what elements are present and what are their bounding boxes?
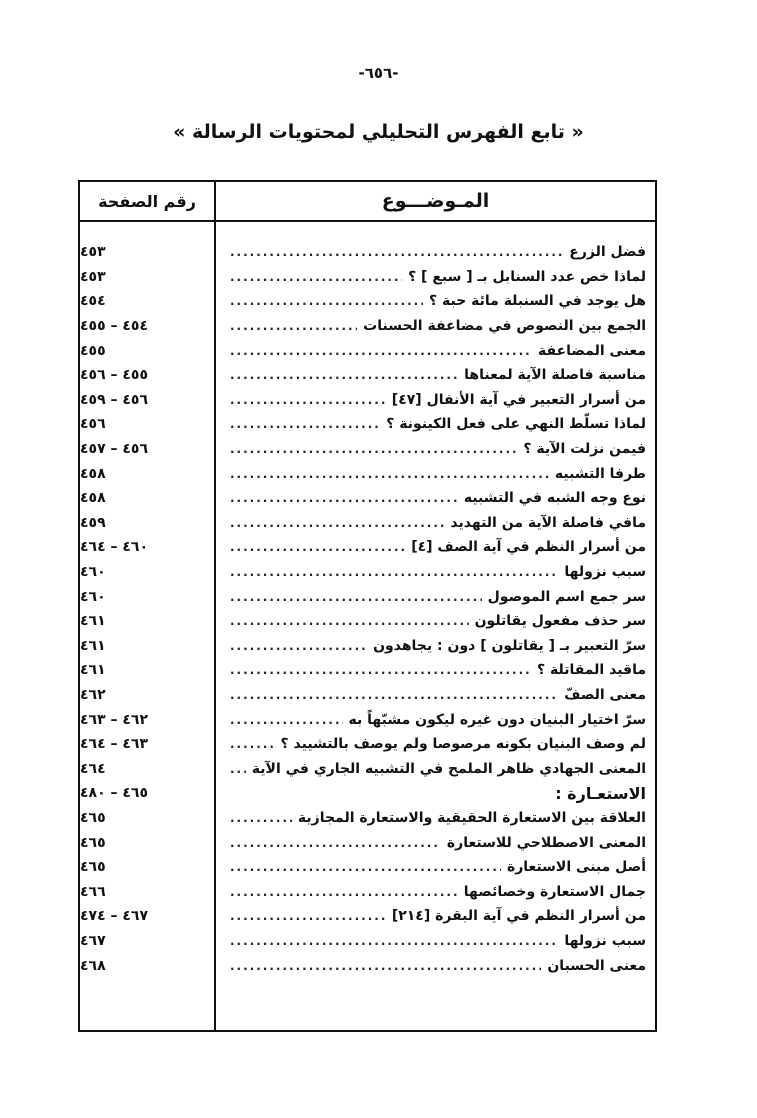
row-topic: [230, 953, 646, 978]
topic-text: نوع وجه الشبه في التشبيه: [463, 490, 646, 507]
table-body: [80, 240, 655, 978]
topic-text: أصل مبنى الاستعارة: [506, 859, 646, 876]
table-row: [80, 855, 655, 880]
table-row: [80, 830, 655, 855]
row-page-number: ٤٦٤: [80, 760, 106, 777]
row-page-number: ٤٦١: [80, 613, 106, 630]
dot-leader: [230, 344, 532, 358]
table-row: [80, 265, 655, 290]
dot-leader: [230, 442, 517, 456]
table-row: [80, 314, 655, 339]
row-topic: [230, 486, 646, 511]
row-topic: [230, 683, 646, 708]
row-topic: [230, 388, 646, 413]
dot-leader: [230, 565, 558, 579]
table-row: [80, 437, 655, 462]
dot-leader: [230, 909, 386, 923]
table-row: [80, 953, 655, 978]
dot-leader: [230, 614, 469, 628]
row-topic: [230, 535, 646, 560]
row-topic: [230, 609, 646, 634]
topic-text: من أسرار النظم في آية البقرة [٢١٤]: [391, 908, 646, 925]
row-page-number: ٤٦٥ – ٤٨٠: [80, 785, 149, 802]
row-page-number: ٤٦١: [80, 662, 106, 679]
topic-text: معنى المضاعفة: [538, 342, 646, 359]
topic-text: سرّ اختيار البنيان دون غيره ليكون مشبّهاً به: [348, 711, 646, 728]
dot-leader: [230, 836, 441, 850]
topic-text: من أسرار التعبير في آية الأنفال [٤٧]: [391, 391, 646, 408]
row-page-number: ٤٦٧: [80, 932, 106, 949]
row-topic: [230, 855, 646, 880]
row-page-number: ٤٦٧ – ٤٧٤: [80, 908, 149, 925]
topic-text: المعنى الجهادي ظاهر الملمح في التشبيه الجاري في الآية: [251, 760, 646, 777]
dot-leader: [230, 811, 292, 825]
topic-text: هل يوجد في السنبلة مائة حبة ؟: [428, 293, 646, 310]
row-topic: [230, 461, 646, 486]
row-topic: [230, 756, 646, 781]
table-row: [80, 879, 655, 904]
row-page-number: ٤٥٤: [80, 293, 106, 310]
topic-text: سبب نزولها: [564, 564, 646, 581]
table-row: [80, 756, 655, 781]
row-topic: [230, 511, 646, 536]
row-page-number: ٤٥٥ – ٤٥٦: [80, 367, 149, 384]
row-page-number: ٤٦٦: [80, 883, 106, 900]
topic-text: الاستعـارة :: [555, 783, 646, 803]
table-row: [80, 511, 655, 536]
page-title: « تابع الفهرس التحليلي لمحتويات الرسالة »: [173, 121, 584, 143]
topic-text: سبب نزولها: [564, 932, 646, 949]
row-topic: [230, 584, 646, 609]
row-page-number: ٤٦٣ – ٤٦٤: [80, 736, 149, 753]
topic-text: معنى الصفّ: [564, 686, 646, 703]
row-page-number: ٤٦٠: [80, 564, 106, 581]
dot-leader: [230, 713, 343, 727]
table-row: [80, 338, 655, 363]
dot-leader: [230, 393, 386, 407]
table-row: [80, 609, 655, 634]
dot-leader: [230, 737, 275, 751]
table-row: [80, 658, 655, 683]
table-header: [80, 182, 655, 222]
row-page-number: ٤٦٠: [80, 588, 106, 605]
row-page-number: ٤٦٠ – ٤٦٤: [80, 539, 149, 556]
dot-leader: [230, 417, 380, 431]
dot-leader: [230, 762, 246, 776]
row-topic: [230, 412, 646, 437]
table-row: [80, 240, 655, 265]
page-number: -٦٥٦-: [358, 64, 399, 82]
row-page-number: ٤٦٥: [80, 809, 106, 826]
topic-text: مناسبة فاصلة الآية لمعناها: [464, 367, 646, 384]
table-row: [80, 388, 655, 413]
topic-text: طرفا التشبيه: [554, 465, 646, 482]
row-topic: [230, 363, 646, 388]
dot-leader: [230, 245, 563, 259]
row-page-number: ٤٥٨: [80, 490, 106, 507]
row-topic: [230, 634, 646, 659]
dot-leader: [230, 663, 531, 677]
row-page-number: ٤٦١: [80, 637, 106, 654]
row-topic: [230, 289, 646, 314]
row-page-number: ٤٥٦ – ٤٥٩: [80, 391, 149, 408]
topic-text: لماذا تسلّط النهي على فعل الكينونة ؟: [386, 416, 646, 433]
table-row: [80, 806, 655, 831]
table-row: [80, 363, 655, 388]
topic-text: لماذا خص عدد السنابل بـ [ سبع ] ؟: [408, 268, 646, 285]
dot-leader: [230, 860, 501, 874]
row-page-number: ٤٥٦ – ٤٥٧: [80, 441, 149, 458]
topic-text: فضل الزرع: [569, 244, 646, 261]
table-row: [80, 707, 655, 732]
dot-leader: [230, 368, 458, 382]
table-row: [80, 560, 655, 585]
topic-text: ماقيد المقاتلة ؟: [537, 662, 646, 679]
topic-text: مافي فاصلة الآية من التهديد: [450, 514, 646, 531]
table-row: [80, 732, 655, 757]
table-row: [80, 929, 655, 954]
row-topic: [230, 781, 646, 806]
row-topic: [230, 879, 646, 904]
table-row: [80, 683, 655, 708]
table-row: [80, 412, 655, 437]
row-page-number: ٤٥٥: [80, 342, 106, 359]
topic-text: الجمع بين النصوص في مضاعفة الحسنات: [363, 318, 646, 335]
topic-text: جمال الاستعارة وخصائصها: [463, 883, 646, 900]
dot-leader: [230, 688, 558, 702]
table-row: [80, 535, 655, 560]
dot-leader: [230, 491, 458, 505]
dot-leader: [230, 294, 423, 308]
table-row: [80, 461, 655, 486]
dot-leader: [230, 319, 357, 333]
row-page-number: ٤٥٩: [80, 514, 106, 531]
dot-leader: [230, 934, 558, 948]
row-page-number: ٤٥٣: [80, 268, 106, 285]
topic-text: سر حذف مفعول يقاتلون: [474, 613, 646, 630]
table-row: [80, 781, 655, 806]
topic-text: لم وصف البنيان بكونه مرصوصا ولم يوصف بالتشييد ؟: [280, 736, 646, 753]
row-topic: [230, 560, 646, 585]
header-page-number: رقم الصفحة: [98, 191, 196, 211]
row-topic: [230, 265, 646, 290]
row-page-number: ٤٥٤ – ٤٥٥: [80, 318, 149, 335]
row-topic: [230, 338, 646, 363]
row-topic: [230, 314, 646, 339]
topic-text: سر جمع اسم الموصول: [487, 588, 646, 605]
dot-leader: [230, 590, 482, 604]
topic-text: من أسرار النظم في آية الصف [٤]: [411, 539, 646, 556]
row-page-number: ٤٥٦: [80, 416, 106, 433]
row-topic: [230, 732, 646, 757]
header-topic: المـوضـــوع: [381, 190, 490, 212]
row-page-number: ٤٦٢: [80, 686, 106, 703]
row-topic: [230, 707, 646, 732]
table-row: [80, 289, 655, 314]
dot-leader: [230, 270, 402, 284]
row-page-number: ٤٥٣: [80, 244, 106, 261]
topic-text: فيمن نزلت الآية ؟: [523, 441, 646, 458]
row-page-number: ٤٦٨: [80, 957, 106, 974]
row-page-number: ٤٥٨: [80, 465, 106, 482]
table-row: [80, 486, 655, 511]
row-topic: [230, 904, 646, 929]
row-topic: [230, 929, 646, 954]
row-topic: [230, 437, 646, 462]
row-topic: [230, 830, 646, 855]
topic-text: معنى الحسبان: [547, 957, 646, 974]
topic-text: العلاقة بين الاستعارة الحقيقية والاستعارة المجازية: [297, 809, 646, 826]
dot-leader: [230, 639, 367, 653]
dot-leader: [230, 540, 405, 554]
dot-leader: [230, 516, 444, 530]
dot-leader: [230, 885, 458, 899]
row-topic: [230, 806, 646, 831]
table-row: [80, 904, 655, 929]
row-page-number: ٤٦٥: [80, 859, 106, 876]
row-topic: [230, 658, 646, 683]
row-topic: [230, 240, 646, 265]
dot-leader: [230, 467, 549, 481]
table-row: [80, 584, 655, 609]
topic-text: المعنى الاصطلاحي للاستعارة: [446, 834, 646, 851]
index-table: [78, 180, 657, 1032]
row-page-number: ٤٦٥: [80, 834, 106, 851]
table-row: [80, 634, 655, 659]
topic-text: سرّ التعبير بـ [ يقاتلون ] دون : يجاهدون: [373, 637, 646, 654]
dot-leader: [230, 959, 541, 973]
row-page-number: ٤٦٢ – ٤٦٣: [80, 711, 149, 728]
